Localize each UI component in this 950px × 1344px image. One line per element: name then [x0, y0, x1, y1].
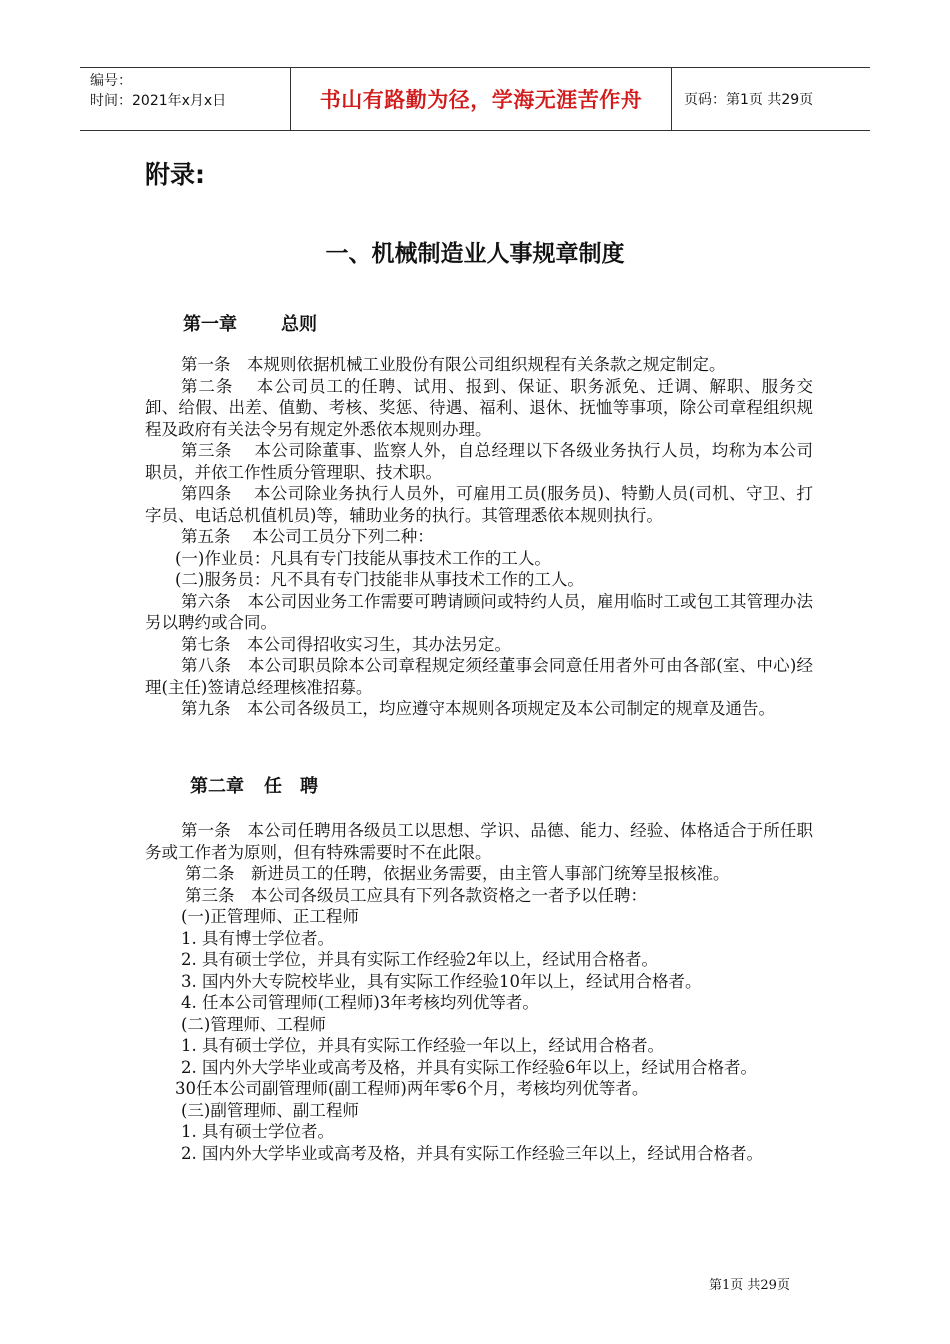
- article: 第九条 本公司各级员工，均应遵守本规则各项规定及本公司制定的规章及通告。: [181, 699, 775, 718]
- article: 第七条 本公司得招收实习生，其办法另定。: [181, 634, 511, 654]
- chapter-name: 总则: [281, 314, 317, 335]
- list-item: 4. 任本公司管理师(工程师)3年考核均列优等者。: [181, 993, 539, 1012]
- list-item: 2. 国内外大学毕业或高考及格，并具有实际工作经验三年以上，经试用合格者。: [181, 1143, 763, 1163]
- article: 第一条 本规则依据机械工业股份有限公司组织规程有关条款之规定制定。: [181, 355, 726, 374]
- number-label: 编号：: [90, 73, 132, 89]
- list-item: (一)正管理师、正工程师: [181, 907, 359, 926]
- article: 第二条 新进员工的任聘，依据业务需要，由主管人事部门统筹呈报核准。: [185, 864, 730, 883]
- list-item: 3. 国内外大专院校毕业，具有实际工作经验10年以上，经试用合格者。: [181, 971, 702, 991]
- chapter-number: 第一章: [183, 314, 237, 335]
- list-item: 1. 具有博士学位者。: [181, 928, 334, 948]
- list-item: (二)管理师、工程师: [181, 1014, 326, 1034]
- article: 第四条 本公司除业务执行人员外，可雇用工员(服务员)、特勤人员(司机、守卫、打字员、电话总机值机员)等，辅助业务的执行。其管理悉依本规则执行。: [145, 484, 813, 525]
- page-header: [80, 67, 870, 131]
- page-footer: 第1页 共29页: [709, 1278, 790, 1293]
- appendix-heading: 附录:: [145, 160, 205, 189]
- header-page-label: 页码：第1页 共29页: [684, 92, 814, 108]
- list-item: 1. 具有硕士学位者。: [181, 1122, 334, 1141]
- article: 第一条 本公司任聘用各级员工以思想、学识、品德、能力、经验、体格适合于所任职务或工作者为原则，但有特殊需要时不在此限。: [145, 821, 813, 862]
- header-motto: 书山有路勤为径，学海无涯苦作舟: [290, 68, 672, 130]
- list-item: 30任本公司副管理师(副工程师)两年零6个月，考核均列优等者。: [175, 1079, 649, 1098]
- article: 第八条 本公司职员除本公司章程规定须经董事会同意任用者外可由各部(室、中心)经理(主任)签请总经理核准招募。: [145, 656, 813, 697]
- list-item: 1. 具有硕士学位，并具有实际工作经验一年以上，经试用合格者。: [181, 1036, 664, 1055]
- article: 第三条 本公司除董事、监察人外，自总经理以下各级业务执行人员，均称为本公司职员，并依工作性质分管理职、技术职。: [145, 441, 813, 482]
- list-item: 2. 具有硕士学位，并具有实际工作经验2年以上，经试用合格者。: [181, 950, 658, 969]
- date-label: 时间：2021年x月x日: [90, 93, 227, 109]
- chapter-body: [145, 354, 813, 720]
- list-item: (二)服务员：凡不具有专门技能非从事技术工作的工人。: [175, 570, 584, 589]
- list-item: 2. 国内外大学毕业或高考及格，并具有实际工作经验6年以上，经试用合格者。: [181, 1057, 757, 1077]
- chapter-body: [145, 820, 813, 1164]
- article: 第六条 本公司因业务工作需要可聘请顾问或特约人员，雇用临时工或包工其管理办法另以聘约或合同。: [145, 591, 813, 632]
- list-item: (一)作业员：凡具有专门技能从事技术工作的工人。: [175, 548, 551, 568]
- article: 第二条 本公司员工的任聘、试用、报到、保证、职务派免、迁调、解职、服务交卸、给假、出差、值勤、考核、奖惩、待遇、福利、退休、抚恤等事项，除公司章程组织规程及政府有关法令另有规定外悉依本规则办理。: [145, 376, 813, 439]
- chapter-name: 任 聘: [264, 776, 318, 797]
- chapter-heading: [190, 772, 318, 798]
- document-title: 一、机械制造业人事规章制度: [325, 241, 625, 267]
- article: 第三条 本公司各级员工应具有下列各款资格之一者予以任聘：: [185, 885, 647, 905]
- chapter-number: 第二章: [190, 776, 244, 797]
- header-info: [80, 68, 290, 130]
- chapter-heading: [183, 310, 317, 336]
- list-item: (三)副管理师、副工程师: [181, 1100, 359, 1120]
- article: 第五条 本公司工员分下列二种：: [181, 527, 434, 546]
